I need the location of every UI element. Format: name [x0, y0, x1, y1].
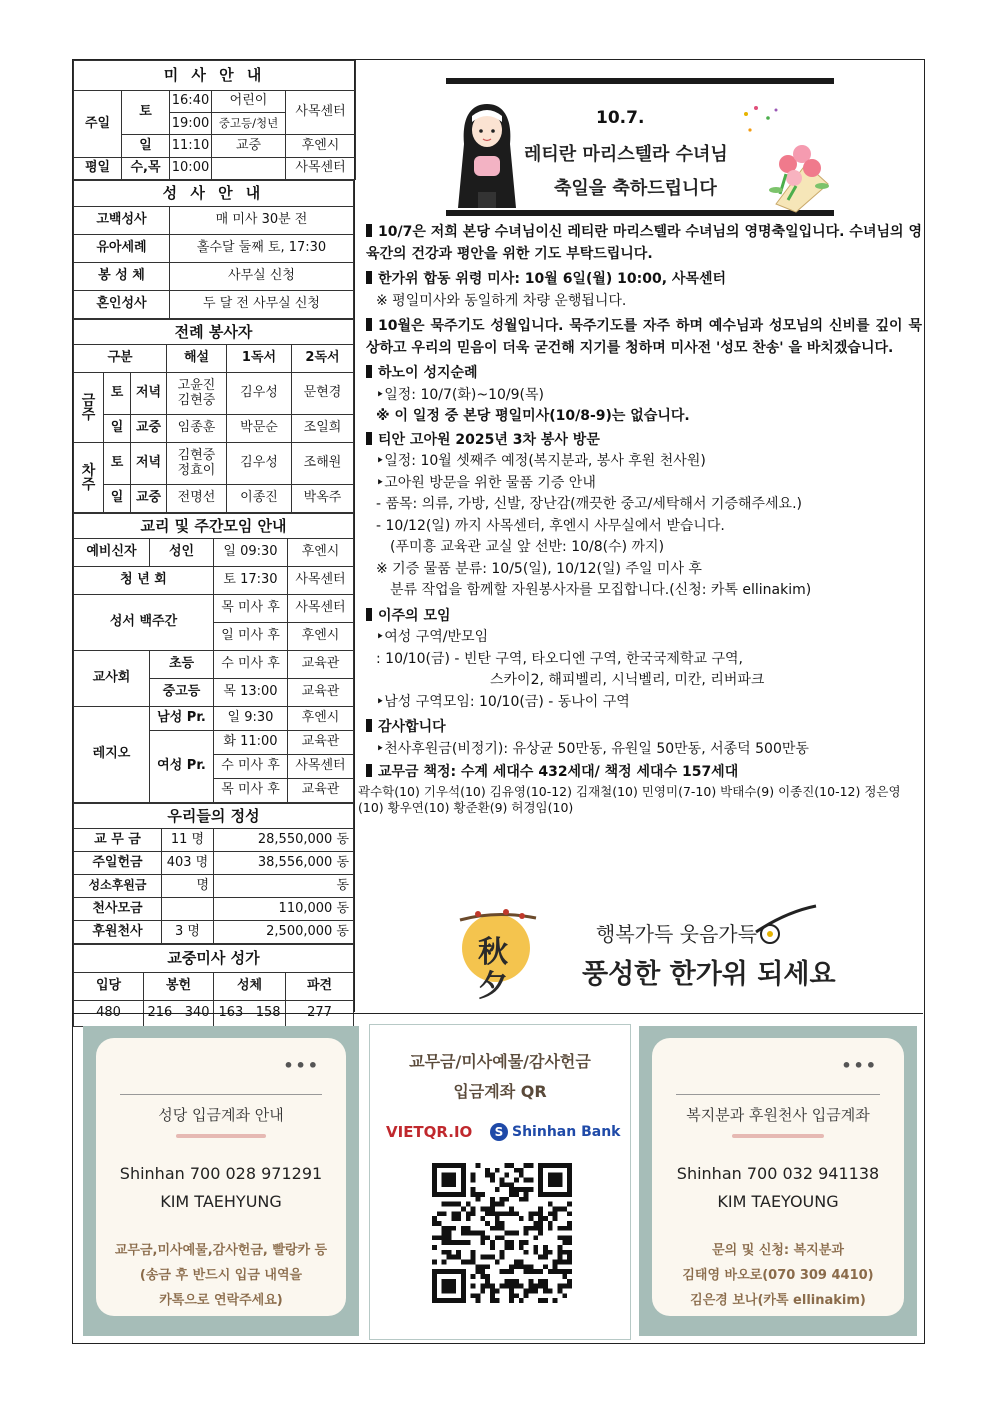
sacrament-key: 혼인성사: [74, 291, 170, 319]
chuseok-hanja: 秋夕: [478, 935, 508, 1004]
teachers-label: 교사회: [74, 651, 150, 707]
news-text: 이주의 모임: [378, 607, 451, 624]
news-item: [366, 222, 922, 265]
day: 일: [104, 485, 131, 513]
bullet-square: [366, 719, 372, 732]
news-text: 하노이 성지순례: [378, 365, 478, 381]
hymn-value: 216 340: [144, 1001, 214, 1027]
shinhan-logo: [490, 1123, 620, 1141]
time: 수 미사 후: [214, 755, 288, 779]
time: 16:40: [170, 90, 212, 112]
news-item: [366, 717, 922, 739]
offering-key: 성소후원금: [74, 875, 162, 898]
news-subtext: ‣여성 구역/반모임: [376, 629, 489, 645]
card-inner: [96, 1038, 346, 1316]
qr-title-line1: 교무금/미사예물/감사헌금: [409, 1052, 591, 1071]
news-item: [366, 606, 922, 628]
reader2: 문현경: [292, 373, 354, 415]
time: 11:10: [170, 135, 212, 157]
offering-amount: 동: [214, 875, 354, 898]
news-subtext: 분류 작업을 함께할 자원봉사자를 모집합니다.(신청: 카톡 ellinakim): [390, 582, 812, 598]
place: 사목센터: [286, 157, 356, 179]
place: 사목센터: [286, 90, 356, 135]
liturgy-header: 해설: [167, 345, 227, 373]
bullet-square: [366, 271, 372, 284]
offering-table: [73, 803, 354, 944]
hymn-header: 입당: [74, 973, 144, 1001]
week-label: [74, 443, 104, 513]
mass: 교중: [131, 485, 167, 513]
time: 목 미사 후: [214, 779, 288, 803]
who: 중고등/청년: [212, 113, 286, 135]
youth-label: 청 년 회: [74, 567, 214, 595]
reader1: 박문순: [227, 415, 292, 443]
sacrament-table: [73, 180, 354, 319]
news-subtext: ‣천사후원금(비정기): 유상균 50만동, 유원일 50만동, 서종덕 500만동: [376, 740, 809, 757]
time: 10:00: [170, 157, 212, 179]
wedthu-label: 수,목: [122, 157, 170, 179]
news-content: [358, 222, 922, 816]
mass-title: 미 사 안 내: [74, 61, 356, 91]
note-line: 문의 및 신청: 복지분과: [712, 1243, 844, 1258]
place: 후엔시: [288, 623, 354, 651]
decorative-underline: [176, 1134, 266, 1138]
vietqr-logo: VIETQR.IO: [386, 1123, 473, 1141]
bible-label: 성서 백주간: [74, 595, 214, 651]
account-info: [652, 1160, 904, 1216]
flower-bouquet-illustration: [736, 104, 836, 214]
commentator: 고윤진 김현중: [167, 373, 227, 415]
reader1: 이종진: [227, 485, 292, 513]
note-line: 김은경 보나(카톡 ellinakim): [690, 1293, 866, 1308]
account-holder: KIM TAEYOUNG: [717, 1192, 839, 1211]
news-subtext: ※ 이 일정 중 본당 평일미사(10/8-9)는 없습니다.: [376, 408, 690, 424]
sun-label: 일: [122, 135, 170, 157]
news-text: 10월은 묵주기도 성월입니다. 묵주기도를 자주 하며 예수님과 성모님의 신비를 깊이 묵상하고 우리의 믿음이 더욱 굳건해 지기를 청하며 미사전 '성모 찬송' 을 바치겠습니다.: [366, 318, 922, 356]
news-subtext: 곽수학(10) 기우석(10) 김유영(10-12) 김재철(10) 민영미(7-10) 박태수(9) 이종진(10-12) 정은영(10) 황우연(10) 황준환(9) 허경임(10): [358, 783, 901, 815]
reader2: 박옥주: [292, 485, 354, 513]
place: 교육관: [288, 731, 354, 755]
note-line: (송금 후 반드시 입금 내역을: [139, 1268, 303, 1283]
hymn-header: 파견: [286, 973, 354, 1001]
news-text: 한가위 합동 위령 미사: 10월 6일(월) 10:00, 사목센터: [378, 271, 727, 287]
hymn-value: 277: [286, 1001, 354, 1027]
news-subtext: ‣일정: 10/7(화)~10/9(목): [376, 386, 544, 403]
offering-amount: 110,000 동: [214, 898, 354, 921]
offering-amount: 2,500,000 동: [214, 921, 354, 944]
bullet-square: [366, 764, 372, 777]
liturgy-header: 구분: [74, 345, 167, 373]
sacrament-title: 성 사 안 내: [74, 181, 354, 207]
bulletin-frame: [72, 59, 925, 1344]
liturgy-header: 2독서: [292, 345, 354, 373]
hymn-header: 성체: [214, 973, 286, 1001]
qr-title-line2: 입금계좌 QR: [453, 1082, 547, 1101]
place: 후엔시: [288, 539, 354, 567]
note-line: 카톡으로 연락주세요): [159, 1293, 283, 1308]
place: 사목센터: [288, 755, 354, 779]
news-subtext: : 10/10(금) - 빈탄 구역, 타오디엔 구역, 한국국제학교 구역,: [376, 650, 743, 667]
chuseok-greeting: [456, 900, 916, 1010]
qr-card: [369, 1024, 631, 1340]
offering-title: 우리들의 정성: [74, 804, 354, 829]
week-label: [74, 373, 104, 443]
who: 어린이: [212, 90, 286, 112]
place: 교육관: [288, 651, 354, 679]
hymn-header: 봉헌: [144, 973, 214, 1001]
week1-label: 금주: [81, 392, 96, 423]
card-note: [96, 1238, 346, 1313]
place: 후엔시: [288, 707, 354, 731]
account-number: Shinhan 700 032 941138: [676, 1164, 880, 1183]
news-item: [366, 430, 922, 452]
weekday-label: 평일: [74, 157, 122, 179]
card-title: 복지분과 후원천사 입금계좌: [686, 1106, 870, 1124]
note-line: 교무금,미사예물,감사헌금, 빨랑카 등: [114, 1243, 328, 1258]
account-holder: KIM TAEHYUNG: [160, 1192, 282, 1211]
hymn-value: 480: [74, 1001, 144, 1027]
bullet-square: [366, 224, 372, 237]
bullet-square: [366, 318, 372, 331]
reader2: 조해원: [292, 443, 354, 485]
news-text: 10/7은 저희 본당 수녀님이신 레티란 마리스텔라 수녀님의 영명축일입니다. 수녀님의 영육간의 건강과 평안을 위한 기도 부탁드립니다.: [366, 224, 922, 262]
chuseok-line1: 행복가득 웃음가득: [596, 922, 757, 946]
news-text: 감사합니다: [378, 719, 446, 735]
shinhan-icon: S: [490, 1123, 508, 1141]
news-subtext: ‣남성 구역모임: 10/10(금) - 동나이 구역: [376, 693, 630, 710]
news-text: 교무금 책정: 수계 세대수 432세대/ 책정 세대수 157세대: [378, 764, 739, 780]
place: 교육관: [288, 679, 354, 707]
news-item: [366, 316, 922, 359]
time: 수 미사 후: [214, 651, 288, 679]
commentator: 김현중 정효이: [167, 443, 227, 485]
sacrament-val: 홀수달 둘째 토, 17:30: [170, 235, 354, 263]
time: 일 9:30: [214, 707, 288, 731]
sacrament-key: 봉 성 체: [74, 263, 170, 291]
hymn-title: 교중미사 성가: [74, 945, 354, 973]
offering-count: 11 명: [162, 829, 214, 852]
day: 일: [104, 415, 131, 443]
hymn-value: 163 158: [214, 1001, 286, 1027]
left-column: [73, 60, 355, 1021]
shinhan-text: Shinhan Bank: [512, 1124, 621, 1140]
legio-label: 레지오: [74, 707, 150, 803]
reader1: 김우성: [227, 373, 292, 415]
card-title: 성당 입금계좌 안내: [158, 1106, 284, 1124]
decorative-underline: [732, 1134, 824, 1138]
news-subtext: ‣일정: 10월 셋째주 예정(복지분과, 봉사 후원 천사원): [376, 453, 706, 469]
sacrament-val: 두 달 전 사무실 신청: [170, 291, 354, 319]
bullet-square: [366, 365, 372, 378]
news-subtext: - 10/12(일) 까지 사목센터, 후엔시 사무실에서 받습니다.: [376, 517, 725, 534]
bullet-square: [366, 432, 372, 445]
adult-label: 성인: [150, 539, 214, 567]
offering-key: 천사모금: [74, 898, 162, 921]
sacrament-val: 매 미사 30분 전: [170, 207, 354, 235]
account-info: [96, 1160, 346, 1216]
time: 목 13:00: [214, 679, 288, 707]
commentator: 전명선: [167, 485, 227, 513]
qr-title: [370, 1047, 630, 1107]
men-label: 남성 Pr.: [150, 707, 214, 731]
offering-amount: 38,556,000 동: [214, 852, 354, 875]
place: 사목센터: [288, 595, 354, 623]
meetings-title: 교리 및 주간모임 안내: [74, 514, 354, 539]
card-note: [652, 1238, 904, 1313]
banner-line1: 레티란 마리스텔라 수녀님: [524, 144, 728, 165]
offering-count: 3 명: [162, 921, 214, 944]
mass-table: [73, 60, 356, 180]
news-subtext: ‣고아원 방문을 위한 물품 기증 안내: [376, 474, 596, 491]
news-subtext: 스카이2, 해피벨리, 시닉벨리, 미칸, 리버파크: [490, 672, 765, 688]
offering-count: 403 명: [162, 852, 214, 875]
place: 교육관: [288, 779, 354, 803]
place: 후엔시: [286, 135, 356, 157]
mid-label: 중고등: [150, 679, 214, 707]
news-text: 티안 고아원 2025년 3차 봉사 방문: [378, 431, 600, 448]
offering-count: [162, 898, 214, 921]
bullet-square: [366, 608, 372, 621]
banner-line2: 축일을 축하드립니다: [554, 178, 717, 199]
nun-illustration: [452, 96, 522, 214]
time: 19:00: [170, 113, 212, 135]
brush-icon: [750, 902, 820, 950]
time: 토 17:30: [214, 567, 288, 595]
more-icon: •••: [283, 1056, 320, 1075]
catechumen-label: 예비신자: [74, 539, 150, 567]
mass: 저녁: [131, 443, 167, 485]
day: 토: [104, 443, 131, 485]
who: 교중: [212, 135, 286, 157]
meetings-table: [73, 513, 354, 803]
sacrament-val: 사무실 신청: [170, 263, 354, 291]
reader1: 김우성: [227, 443, 292, 485]
time: 화 11:00: [214, 731, 288, 755]
commentator: 임종훈: [167, 415, 227, 443]
news-item: [366, 269, 922, 291]
liturgy-header: 1독서: [227, 345, 292, 373]
divider: [120, 1094, 322, 1095]
news-subtext: - 품목: 의류, 가방, 신발, 장난감(깨끗한 중고/세탁해서 기증해주세요.): [376, 496, 802, 512]
church-account-card: [83, 1026, 359, 1336]
offering-key: 후원천사: [74, 921, 162, 944]
liturgy-title: 전례 봉사자: [74, 320, 354, 345]
time: 목 미사 후: [214, 595, 288, 623]
week2-label: 차주: [81, 462, 96, 493]
news-subtext: ※ 기증 물품 분류: 10/5(일), 10/12(일) 주일 미사 후: [376, 560, 702, 577]
mass: 교중: [131, 415, 167, 443]
welfare-account-card: [639, 1026, 917, 1336]
news-item: [366, 762, 922, 784]
qr-code[interactable]: [432, 1163, 572, 1303]
offering-key: 주일헌금: [74, 852, 162, 875]
reader2: 조일희: [292, 415, 354, 443]
banner-top-bar: [446, 78, 834, 84]
banner-date: 10.7.: [596, 108, 645, 128]
sunday-label: 주일: [74, 90, 122, 157]
news-subtext: (푸미흥 교육관 교실 앞 선반: 10/8(수) 까지): [390, 539, 665, 555]
offering-key: 교 무 금: [74, 829, 162, 852]
account-number: Shinhan 700 028 971291: [119, 1164, 323, 1183]
day: 토: [104, 373, 131, 415]
women-label: 여성 Pr.: [150, 731, 214, 803]
right-column: [356, 60, 926, 1012]
sat-label: 토: [122, 90, 170, 135]
feast-banner: [446, 78, 834, 216]
divider: [676, 1094, 880, 1095]
more-icon: •••: [841, 1056, 878, 1075]
place: 사목센터: [288, 567, 354, 595]
sacrament-key: 유아세례: [74, 235, 170, 263]
news-subtext: ※ 평일미사와 동일하게 차량 운행됩니다.: [376, 292, 627, 309]
elem-label: 초등: [150, 651, 214, 679]
note-line: 김태영 바오로(070 309 4410): [682, 1268, 874, 1283]
card-inner: [652, 1038, 904, 1316]
sacrament-key: 고백성사: [74, 207, 170, 235]
who: [212, 157, 286, 179]
mass: 저녁: [131, 373, 167, 415]
liturgy-table: [73, 319, 354, 513]
bottom-accounts: [73, 1013, 923, 1343]
news-item: [366, 363, 922, 385]
offering-amount: 28,550,000 동: [214, 829, 354, 852]
time: 일 미사 후: [214, 623, 288, 651]
offering-count: 명: [162, 875, 214, 898]
time: 일 09:30: [214, 539, 288, 567]
chuseok-line2: 풍성한 한가위 되세요: [582, 959, 836, 990]
